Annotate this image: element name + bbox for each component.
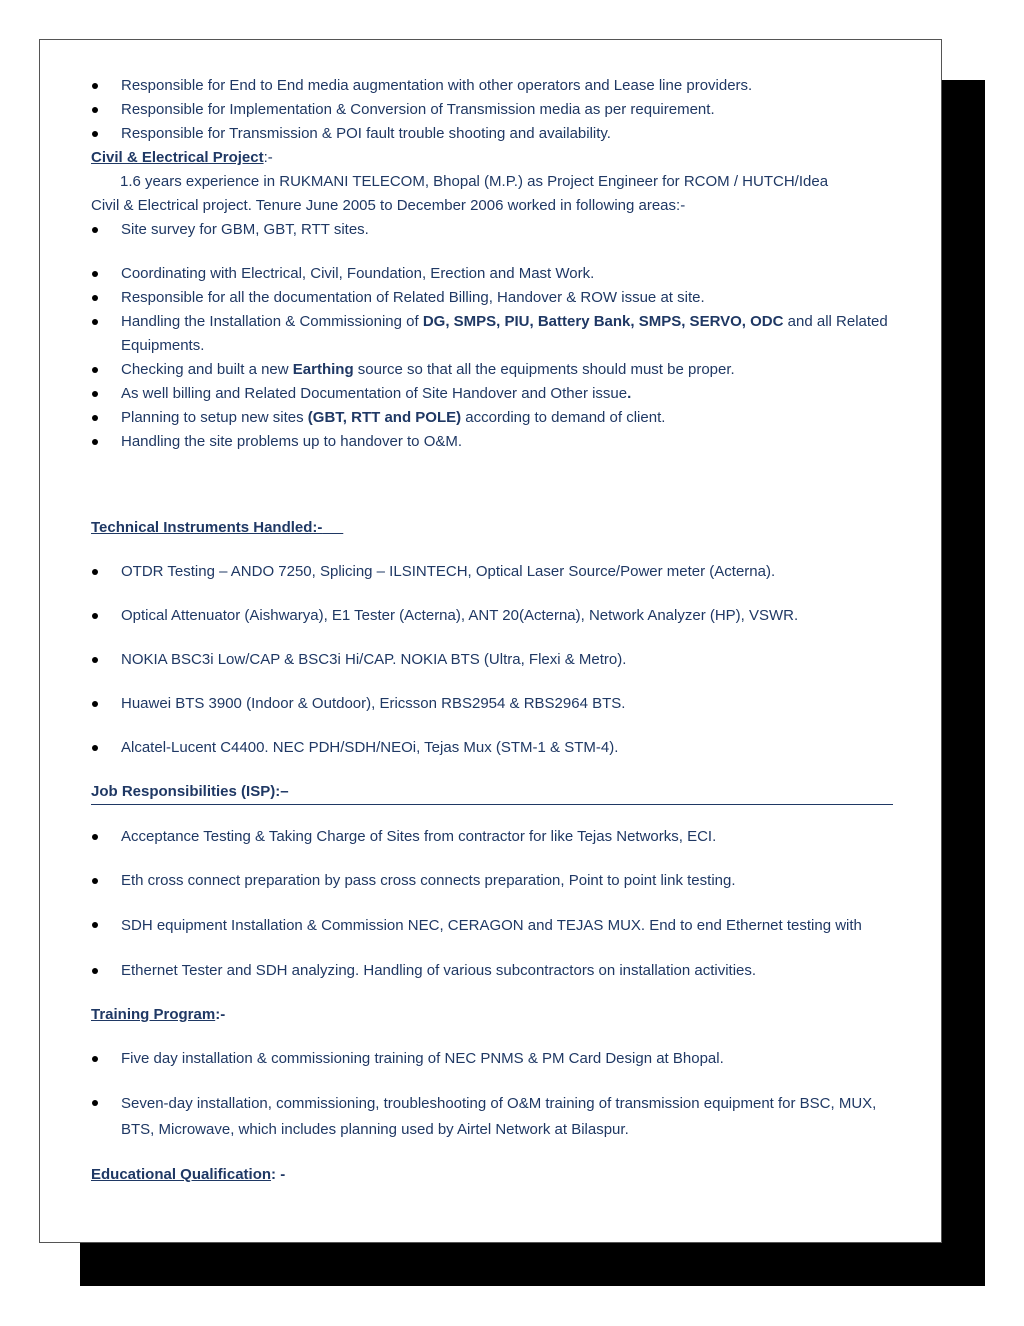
list-item: Huawei BTS 3900 (Indoor & Outdoor), Ericsson RBS2954 & RBS2964 BTS. — [91, 692, 893, 716]
education-heading-text: Educational Qualification — [91, 1166, 272, 1183]
civil-section-heading — [91, 146, 893, 170]
civil-intro-line1: 1.6 years experience in RUKMANI TELECOM, Bhopal (M.P.) as Project Engineer for RCOM / HUTCH/Idea — [120, 173, 829, 190]
list-item: Five day installation & commissioning training of NEC PNMS & PM Card Design at Bhopal. — [91, 1047, 893, 1071]
civil-heading-suffix: :- — [263, 149, 273, 166]
civil-b6-bold: (GBT, RTT and POLE) — [307, 409, 462, 426]
list-item: Ethernet Tester and SDH analyzing. Handling of various subcontractors on installation activities. — [91, 959, 893, 983]
list-item: Coordinating with Electrical, Civil, Foundation, Erection and Mast Work. — [91, 262, 893, 286]
training-heading-suffix: :- — [215, 1006, 226, 1023]
civil-b4-text: Checking and built a new — [121, 361, 293, 378]
training-section-heading — [91, 1003, 893, 1027]
list-item: Responsible for all the documentation of Related Billing, Handover & ROW issue at site. — [91, 286, 893, 310]
civil-b3-text: Handling the Installation & Commissioning of — [121, 313, 423, 330]
list-item: Site survey for GBM, GBT, RTT sites. — [91, 218, 893, 242]
civil-b5-text: As well billing and Related Documentation of Site Handover and Other issue — [121, 385, 628, 402]
training-heading-text: Training Program — [91, 1006, 216, 1023]
civil-b4-bold: Earthing — [292, 361, 354, 378]
document-page — [39, 39, 942, 1243]
civil-b6-text: Planning to setup new sites — [121, 409, 308, 426]
education-section-heading — [91, 1163, 893, 1187]
list-item: Optical Attenuator (Aishwarya), E1 Tester (Acterna), ANT 20(Acterna), Network Analyzer (HP), VSWR. — [91, 604, 893, 628]
education-heading-suffix: : - — [271, 1166, 286, 1183]
list-item: Alcatel-Lucent C4400. NEC PDH/SDH/NEOi, Tejas Mux (STM-1 & STM-4). — [91, 736, 893, 760]
list-item: Eth cross connect preparation by pass cross connects preparation, Point to point link testing. — [91, 869, 893, 893]
civil-b4-post: source so that all the equipments should must be proper. — [353, 361, 735, 378]
civil-b5-bold: . — [627, 385, 632, 402]
civil-intro-line2: Civil & Electrical project. Tenure June 2005 to December 2006 worked in following areas:- — [91, 197, 686, 214]
civil-b6-post: according to demand of client. — [461, 409, 666, 426]
list-item — [91, 358, 893, 382]
list-item — [91, 406, 893, 430]
list-item — [91, 382, 893, 406]
instruments-section-heading — [91, 516, 893, 540]
list-item: NOKIA BSC3i Low/CAP & BSC3i Hi/CAP. NOKIA BTS (Ultra, Flexi & Metro). — [91, 648, 893, 672]
isp-section-heading — [91, 780, 893, 805]
list-item: Responsible for Implementation & Conversion of Transmission media as per requirement. — [91, 98, 893, 122]
list-item: Seven-day installation, commissioning, troubleshooting of O&M training of transmission equipment for BSC, MUX, BTS, Microwave, which includes planning used by Airtel Network at Bilaspur. — [91, 1091, 893, 1143]
list-item: Acceptance Testing & Taking Charge of Sites from contractor for like Tejas Networks, ECI. — [91, 825, 893, 849]
list-item: Handling the site problems up to handover to O&M. — [91, 430, 893, 454]
page-content — [91, 74, 893, 1187]
civil-b3-bold: DG, SMPS, PIU, Battery Bank, SMPS, SERVO, ODC — [422, 313, 784, 330]
list-item: OTDR Testing – ANDO 7250, Splicing – ILSINTECH, Optical Laser Source/Power meter (Acterna). — [91, 560, 893, 584]
civil-heading-text: Civil & Electrical Project — [91, 149, 264, 166]
list-item: SDH equipment Installation & Commission NEC, CERAGON and TEJAS MUX. End to end Ethernet testing with — [91, 913, 893, 939]
isp-heading-text: Job Responsibilities (ISP):– — [91, 780, 893, 805]
civil-b3-post: and all Related Equipments. — [121, 313, 888, 354]
list-item — [91, 310, 893, 358]
list-item: Responsible for End to End media augmentation with other operators and Lease line providers. — [91, 74, 893, 98]
instruments-heading-text: Technical Instruments Handled:- — [91, 519, 323, 536]
list-item: Responsible for Transmission & POI fault trouble shooting and availability. — [91, 122, 893, 146]
